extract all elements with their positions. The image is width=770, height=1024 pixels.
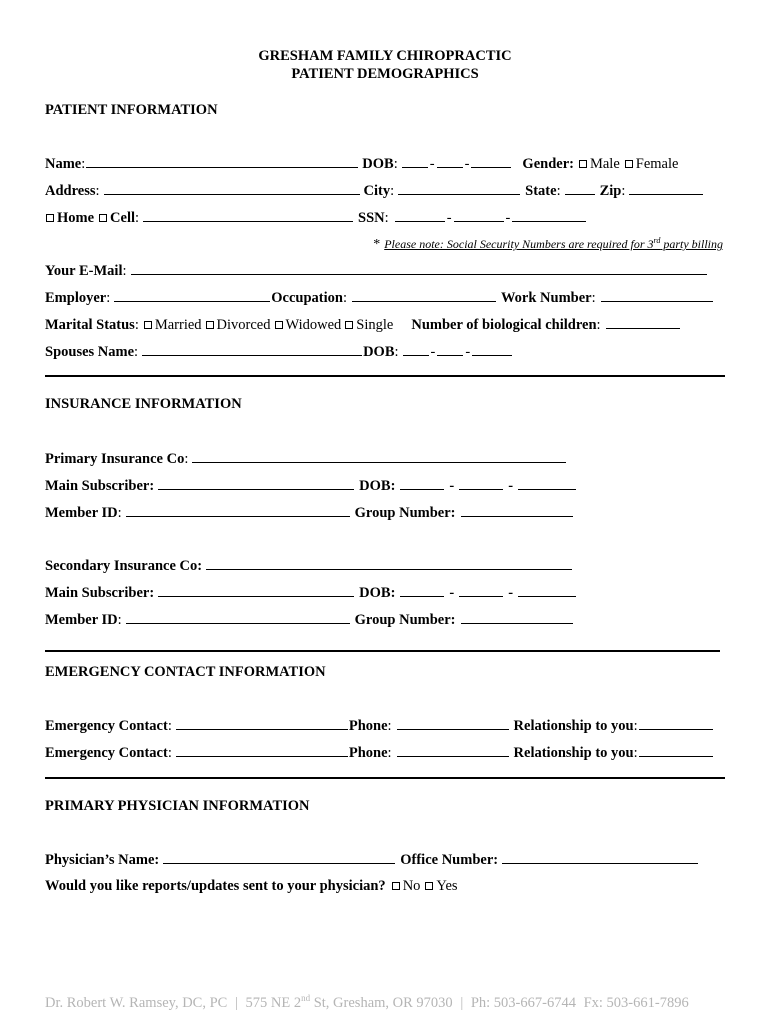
secondary-group-label: Group Number:: [354, 612, 456, 628]
footer-address-sup: nd: [301, 993, 311, 1003]
married-label: Married: [154, 317, 202, 333]
note-asterisk: *: [373, 237, 381, 252]
female-checkbox[interactable]: [625, 160, 633, 168]
emergency-contact-row-1: Emergency Contact : Phone : Relationship to you :: [45, 717, 714, 735]
spouse-dob-day-field[interactable]: [437, 343, 463, 356]
employer-field[interactable]: [114, 289, 270, 302]
work-number-label: Work Number: [500, 290, 592, 306]
emergency-phone-label: Phone: [348, 745, 388, 761]
reports-no-checkbox[interactable]: [392, 882, 400, 890]
primary-member-label: Member ID: [45, 505, 118, 521]
address-label: Address: [45, 183, 96, 199]
secondary-dob-day-field[interactable]: [459, 584, 503, 597]
marital-row: Marital Status : Married Divorced Widowed Single Number of biological children :: [45, 316, 681, 334]
physician-section-title: PRIMARY PHYSICIAN INFORMATION: [45, 798, 310, 814]
dob-year-field[interactable]: [471, 155, 511, 168]
secondary-group-field[interactable]: [461, 611, 573, 624]
single-label: Single: [356, 317, 394, 333]
emergency-phone-2-field[interactable]: [397, 744, 509, 757]
state-field[interactable]: [565, 182, 595, 195]
cell-label: Cell: [110, 210, 136, 226]
secondary-insurance-field[interactable]: [206, 557, 572, 570]
footer-address-2: St, Gresham, OR 97030: [310, 994, 453, 1011]
relationship-label: Relationship to you: [513, 718, 634, 734]
name-row: Name : DOB : - - Gender: Male Female: [45, 156, 679, 172]
secondary-dob-year-field[interactable]: [518, 584, 576, 597]
ssn-label: SSN: [358, 210, 385, 226]
footer-fax: Fx: 503-661-7896: [583, 994, 689, 1011]
form-title: PATIENT DEMOGRAPHICS: [291, 66, 479, 82]
relationship-2-field[interactable]: [639, 744, 713, 757]
footer-phone: Ph: 503-667-6744: [470, 994, 576, 1011]
primary-member-field[interactable]: [126, 504, 350, 517]
footer-divider: |: [234, 994, 238, 1011]
footer-divider: |: [460, 994, 464, 1011]
primary-group-field[interactable]: [461, 504, 573, 517]
patient-section-title: PATIENT INFORMATION: [45, 102, 218, 118]
note-text-1: Please note: Social Security Numbers are required for 3: [384, 237, 654, 251]
secondary-member-label: Member ID: [45, 612, 118, 628]
secondary-subscriber-label: Main Subscriber:: [45, 585, 155, 601]
primary-dob-day-field[interactable]: [459, 477, 503, 490]
spouse-name-field[interactable]: [142, 343, 362, 356]
emergency-contact-row-2: Emergency Contact : Phone : Relationship to you :: [45, 744, 714, 762]
emergency-contact-label: Emergency Contact: [45, 745, 168, 761]
reports-row: [45, 878, 458, 895]
emergency-section-title: EMERGENCY CONTACT INFORMATION: [45, 664, 326, 680]
emergency-contact-1-field[interactable]: [176, 717, 348, 730]
marital-label: Marital Status: [45, 317, 135, 333]
work-number-field[interactable]: [601, 289, 713, 302]
city-field[interactable]: [398, 182, 520, 195]
primary-insurance-row: Primary Insurance Co :: [45, 450, 567, 468]
spouse-dob-label: DOB: [363, 344, 395, 360]
spouse-label: Spouses Name: [45, 344, 135, 360]
reports-question: Would you like reports/updates sent to your physician?: [45, 878, 386, 894]
primary-dob-month-field[interactable]: [400, 477, 444, 490]
phone-field[interactable]: [143, 209, 353, 222]
widowed-label: Widowed: [285, 317, 342, 333]
primary-insurance-field[interactable]: [192, 450, 566, 463]
physician-row: [45, 851, 699, 869]
note-text-2: party billing: [660, 237, 723, 251]
children-field[interactable]: [606, 316, 680, 329]
home-label: Home: [57, 210, 95, 226]
primary-dob-label: DOB:: [359, 478, 396, 494]
primary-subscriber-field[interactable]: [158, 477, 354, 490]
clinic-name: GRESHAM FAMILY CHIROPRACTIC: [258, 48, 512, 64]
city-label: City: [363, 183, 391, 199]
secondary-dob-month-field[interactable]: [400, 584, 444, 597]
note-sup: rd: [653, 236, 661, 245]
married-checkbox[interactable]: [144, 321, 152, 329]
spouse-row: Spouses Name : DOB : - -: [45, 343, 513, 361]
relationship-label: Relationship to you: [513, 745, 634, 761]
primary-group-label: Group Number:: [354, 505, 456, 521]
section-divider: [45, 375, 725, 377]
primary-dob-year-field[interactable]: [518, 477, 576, 490]
address-row: Address : City : State : Zip :: [45, 182, 704, 200]
relationship-1-field[interactable]: [639, 717, 713, 730]
dob-label: DOB: [362, 156, 394, 172]
spouse-dob-year-field[interactable]: [472, 343, 512, 356]
primary-member-row: Member ID : Group Number:: [45, 504, 574, 522]
emergency-contact-label: Emergency Contact: [45, 718, 168, 734]
secondary-dob-label: DOB:: [359, 585, 396, 601]
ssn-part2-field[interactable]: [454, 209, 504, 222]
state-label: State: [525, 183, 557, 199]
ssn-part1-field[interactable]: [395, 209, 445, 222]
divorced-checkbox[interactable]: [206, 321, 214, 329]
physician-name-field[interactable]: [163, 851, 395, 864]
employer-label: Employer: [45, 290, 107, 306]
reports-no-label: No: [402, 878, 421, 894]
male-checkbox[interactable]: [579, 160, 587, 168]
emergency-contact-2-field[interactable]: [176, 744, 348, 757]
single-checkbox[interactable]: [345, 321, 353, 329]
footer: [45, 993, 689, 1012]
male-label: Male: [589, 156, 620, 172]
ssn-note: [373, 236, 723, 253]
section-divider: [45, 650, 720, 652]
occupation-label: Occupation: [271, 290, 343, 306]
office-number-label: Office Number:: [400, 852, 499, 868]
reports-yes-label: Yes: [436, 878, 458, 894]
footer-address-1: 575 NE 2: [245, 994, 302, 1011]
home-checkbox[interactable]: [46, 214, 54, 222]
dob-month-field[interactable]: [402, 155, 428, 168]
insurance-section-title: INSURANCE INFORMATION: [45, 396, 242, 412]
email-row: Your E-Mail :: [45, 262, 708, 280]
dob-day-field[interactable]: [437, 155, 463, 168]
secondary-member-row: Member ID : Group Number:: [45, 611, 574, 629]
secondary-member-field[interactable]: [126, 611, 350, 624]
email-label: Your E-Mail: [45, 263, 123, 279]
emergency-phone-1-field[interactable]: [397, 717, 509, 730]
phone-ssn-row: Home Cell : SSN : - -: [45, 209, 587, 227]
section-divider: [45, 777, 725, 779]
address-field[interactable]: [104, 182, 360, 195]
secondary-insurance-label: Secondary Insurance Co:: [45, 558, 203, 574]
name-label: Name: [45, 156, 82, 172]
reports-yes-checkbox[interactable]: [425, 882, 433, 890]
cell-checkbox[interactable]: [99, 214, 107, 222]
secondary-insurance-row: [45, 557, 573, 575]
children-label: Number of biological children: [411, 317, 597, 333]
divorced-label: Divorced: [216, 317, 271, 333]
female-label: Female: [635, 156, 679, 172]
footer-doctor: Dr. Robert W. Ramsey, DC, PC: [45, 994, 228, 1011]
gender-label: Gender:: [522, 156, 574, 172]
secondary-subscriber-field[interactable]: [158, 584, 354, 597]
office-number-field[interactable]: [502, 851, 698, 864]
widowed-checkbox[interactable]: [275, 321, 283, 329]
physician-name-label: Physician’s Name:: [45, 852, 160, 868]
primary-subscriber-row: Main Subscriber: DOB: - -: [45, 477, 577, 495]
name-field[interactable]: [86, 155, 358, 168]
ssn-part3-field[interactable]: [512, 209, 586, 222]
zip-field[interactable]: [629, 182, 703, 195]
primary-subscriber-label: Main Subscriber:: [45, 478, 155, 494]
occupation-field[interactable]: [352, 289, 496, 302]
spouse-dob-month-field[interactable]: [403, 343, 429, 356]
secondary-subscriber-row: Main Subscriber: DOB: - -: [45, 584, 577, 602]
primary-insurance-label: Primary Insurance Co: [45, 451, 185, 467]
zip-label: Zip: [599, 183, 622, 199]
employment-row: Employer : Occupation : Work Number :: [45, 289, 714, 307]
email-field[interactable]: [131, 262, 707, 275]
emergency-phone-label: Phone: [348, 718, 388, 734]
